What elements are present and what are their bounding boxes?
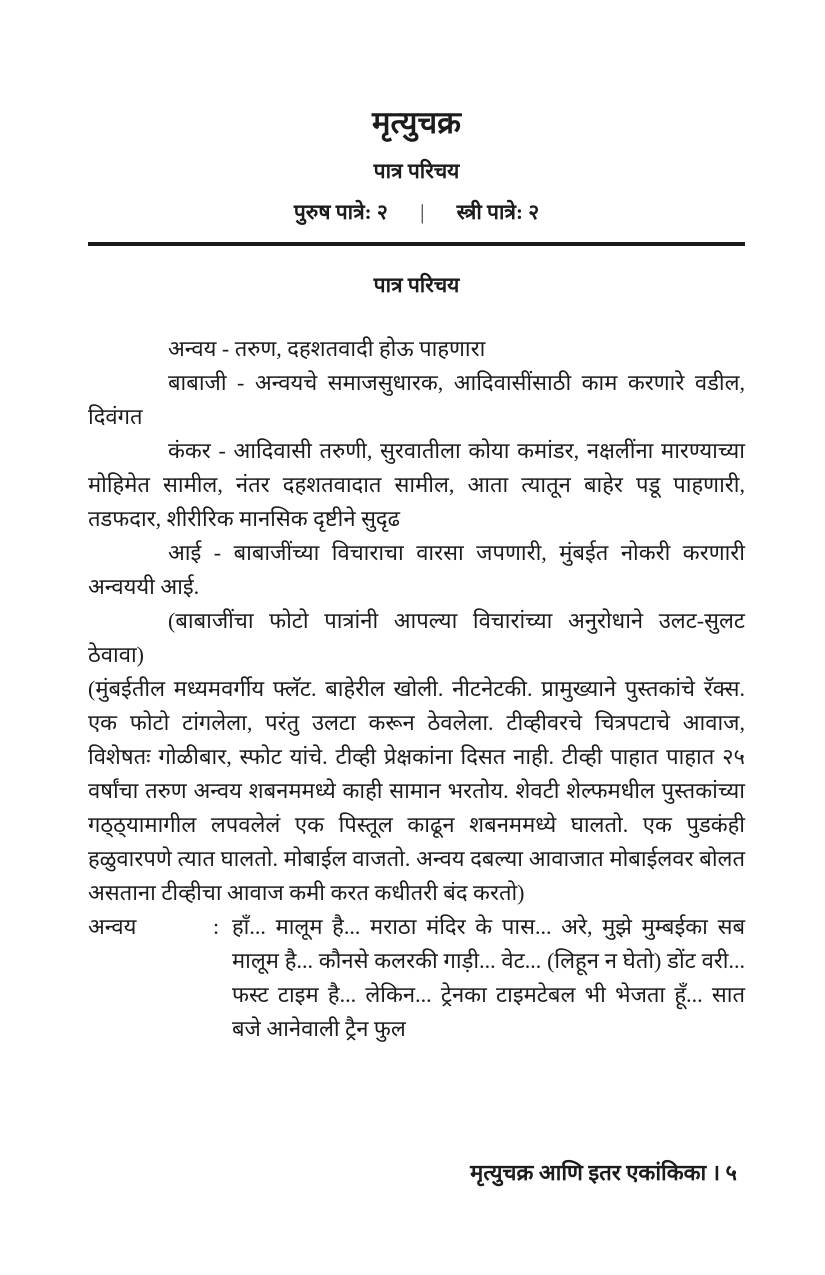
- dialogue-text: हाँ... मालूम है... मराठा मंदिर के पास... अरे, मुझे मुम्बईका सब मालूम है... कौनसे कलरकी गाड़ी... वेट... (लिहून न घेतो) डोंट वरी... फस्ट टाइम है... लेकिन... ट्रेनका टाइमटेबल भी भेजता हूँ... सात बजे आनेवाली ट्रैन फुल: [232, 914, 745, 1041]
- play-title: मृत्युचक्र: [371, 105, 461, 140]
- photo-note: (बाबाजींचा फोटो पात्रांनी आपल्या विचारांच्या अनुरोधाने उलट-सुलट ठेवावा): [88, 608, 745, 667]
- cast-count-line: [88, 199, 745, 225]
- dialogue-line: [88, 910, 745, 1046]
- character-description-babaji: बाबाजी - अन्वयचे समाजसुधारक, आदिवासींसाठी काम करणारे वडील, दिवंगत: [88, 370, 745, 429]
- running-footer: मृत्युचक्र आणि इतर एकांकिका । ५: [470, 1160, 737, 1185]
- page-body: [88, 332, 745, 1046]
- vertical-divider: |: [420, 200, 425, 224]
- dialogue-colon: :: [213, 914, 220, 939]
- header-rule: [88, 242, 745, 246]
- character-description-aai: आई - बाबाजींच्या विचाराचा वारसा जपणारी, मुंबईत नोकरी करणारी अन्वययी आई.: [88, 540, 745, 599]
- page-header: [88, 104, 745, 225]
- section-heading: पात्र परिचय: [373, 273, 460, 297]
- stage-direction: (मुंबईतील मध्यमवर्गीय फ्लॅट. बाहेरील खोली. नीटनेटकी. प्रामुख्याने पुस्तकांचे रॅक्स. एक फोटो टांगलेला, परंतु उलटा करून ठेवलेला. टीव्हीवरचे चित्रपटाचे आवाज, विशेषतः गोळीबार, स्फोट यांचे. टीव्ही प्रेक्षकांना दिसत नाही. टीव्ही पाहात पाहात २५ वर्षांचा तरुण अन्वय शबनममध्ये काही सामान भरतोय. शेवटी शेल्फमधील पुस्तकांच्या गठ्ठ्यामागील लपवलेलं एक पिस्तूल काढून शबनममध्ये घालतो. एक पुडकंही हळुवारपणे त्यात घालतो. मोबाईल वाजतो. अन्वय दबल्या आवाजात मोबाईलवर बोलत असताना टीव्हीचा आवाज कमी करत कधीतरी बंद करतो): [88, 676, 745, 905]
- character-description-kankar: कंकर - आदिवासी तरुणी, सुरवातीला कोया कमांडर, नक्षलींना मारण्याच्या मोहिमेत सामील, नंतर दहशतवादात सामील, आता त्यातून बाहेर पडू पाहणारी, तडफदार, शीरीरिक मानसिक दृष्टीने सुदृढ: [88, 438, 745, 531]
- speaker-name: अन्वय: [88, 914, 137, 939]
- character-description-anvay: अन्वय - तरुण, दहशतवादी होऊ पाहणारा: [168, 336, 486, 361]
- cast-intro-heading: पात्र परिचय: [373, 159, 460, 183]
- female-cast-count: स्त्री पात्रे: २: [456, 200, 540, 224]
- male-cast-count: पुरुष पात्रे: २: [293, 200, 388, 224]
